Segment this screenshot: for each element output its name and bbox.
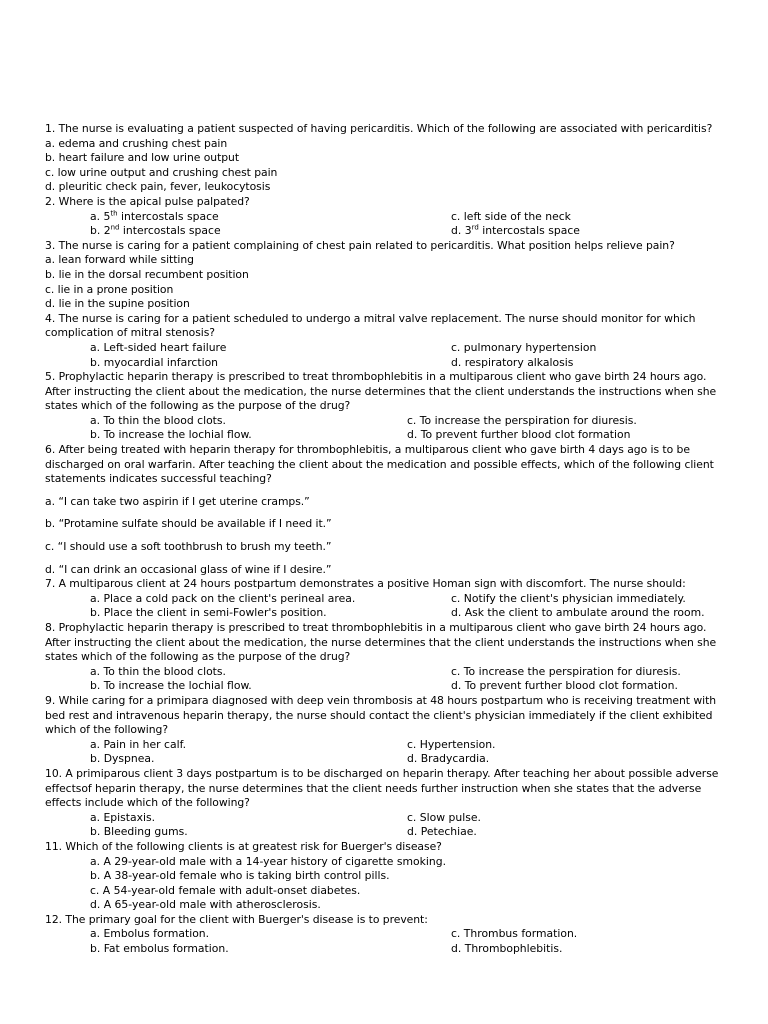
- question-9-stem: 9. While caring for a primipara diagnosed with deep vein thrombosis at 48 hours postpartum who is receiving treatment with bed rest and intravenous heparin therapy, the nurse should contact the client's physician immediately if the client exhibited which of the following?: [45, 693, 717, 737]
- question-2-options-row-1: [45, 210, 725, 225]
- question-8-option-c: c. To increase the perspiration for diuresis.: [451, 664, 681, 678]
- question-5-option-c: c. To increase the perspiration for diuresis.: [407, 413, 637, 427]
- question-9-options-row-1: [45, 738, 725, 753]
- ordinal-suffix: rd: [471, 223, 479, 232]
- question-1-option-a: a. edema and crushing chest pain: [45, 136, 228, 150]
- question-10-stem: 10. A primiparous client 3 days postpartum is to be discharged on heparin therapy. After teaching her about possible adverse effectsof heparin therapy, the nurse determines that the client needs further instruction when she states that the adverse effects include which of the following?: [45, 766, 719, 810]
- question-5-option-b: b. To increase the lochial flow.: [90, 428, 252, 442]
- question-2-stem: 2. Where is the apical pulse palpated?: [45, 194, 250, 208]
- question-6-option-d: d. “I can drink an occasional glass of wine if I desire.”: [45, 562, 332, 576]
- question-12-options-row-1: [45, 927, 725, 942]
- question-3-stem: 3. The nurse is caring for a patient complaining of chest pain related to pericarditis. What position helps relieve pain?: [45, 238, 675, 252]
- question-5-options-row-1: [45, 414, 725, 429]
- question-4-option-d: d. respiratory alkalosis: [451, 355, 574, 369]
- question-9-option-c: c. Hypertension.: [407, 737, 496, 751]
- question-4-option-a: a. Left-sided heart failure: [90, 340, 227, 354]
- question-6-option-c: c. “I should use a soft toothbrush to brush my teeth.”: [45, 540, 332, 554]
- question-2-options-row-2: [45, 224, 725, 239]
- question-12-option-c: c. Thrombus formation.: [451, 927, 578, 941]
- question-12-stem: 12. The primary goal for the client with Buerger's disease is to prevent:: [45, 912, 428, 926]
- question-4-options-row-2: [45, 356, 725, 371]
- option-a-text-end: intercostals space: [117, 209, 219, 223]
- question-11-option-c: c. A 54-year-old female with adult-onset diabetes.: [90, 883, 361, 897]
- question-11-option-d: d. A 65-year-old male with atherosclerosis.: [90, 898, 321, 912]
- question-8-option-a: a. To thin the blood clots.: [90, 664, 226, 678]
- question-3-option-b: b. lie in the dorsal recumbent position: [45, 267, 249, 281]
- question-6-option-b: b. “Protamine sulfate should be available if I need it.”: [45, 517, 332, 531]
- question-11-stem: 11. Which of the following clients is at greatest risk for Buerger's disease?: [45, 839, 442, 853]
- question-3-option-d: d. lie in the supine position: [45, 297, 190, 311]
- question-1-stem: 1. The nurse is evaluating a patient suspected of having pericarditis. Which of the following are associated with pericarditis?: [45, 122, 713, 135]
- question-10-options-row-2: [45, 825, 725, 840]
- question-4-stem: 4. The nurse is caring for a patient scheduled to undergo a mitral valve replacement. The nurse should monitor for which complication of mitral stenosis?: [45, 311, 696, 340]
- question-11-option-b-row: [45, 869, 725, 884]
- option-d-text: d. 3: [451, 224, 472, 238]
- question-10-option-d: d. Petechiae.: [407, 825, 477, 839]
- question-12-option-d: d. Thrombophlebitis.: [451, 942, 563, 956]
- question-3-option-c: c. lie in a prone position: [45, 282, 174, 296]
- question-9-options-row-2: [45, 752, 725, 767]
- option-a-text: a. 5: [90, 209, 111, 223]
- question-11-option-a: a. A 29-year-old male with a 14-year history of cigarette smoking.: [90, 854, 447, 868]
- quiz-document: [45, 122, 725, 957]
- question-4-options-row-1: [45, 341, 725, 356]
- question-8-options-row-1: [45, 665, 725, 680]
- question-9-option-b: b. Dyspnea.: [90, 752, 155, 766]
- question-11-option-a-row: [45, 855, 725, 870]
- question-7-stem: 7. A multiparous client at 24 hours postpartum demonstrates a positive Homan sign with discomfort. The nurse should:: [45, 577, 686, 591]
- question-5-options-row-2: [45, 428, 725, 443]
- question-10-option-c: c. Slow pulse.: [407, 810, 481, 824]
- question-2-option-c: c. left side of the neck: [451, 209, 571, 223]
- question-6-option-a: a. “I can take two aspirin if I get uterine cramps.”: [45, 494, 310, 508]
- question-7-options-row-1: [45, 592, 725, 607]
- question-10-option-a: a. Epistaxis.: [90, 810, 156, 824]
- question-12-option-a: a. Embolus formation.: [90, 927, 210, 941]
- ordinal-suffix: nd: [110, 223, 120, 232]
- question-7-option-d: d. Ask the client to ambulate around the room.: [451, 606, 705, 620]
- question-11-option-c-row: [45, 884, 725, 899]
- question-1-option-b: b. heart failure and low urine output: [45, 151, 240, 165]
- question-4-option-b: b. myocardial infarction: [90, 355, 219, 369]
- question-8-stem: 8. Prophylactic heparin therapy is prescribed to treat thrombophlebitis in a multiparous client who gave birth 24 hours ago. After instructing the client about the medication, the nurse determines that the client understands the instructions when she states which of the following as the purpose of the drug?: [45, 621, 717, 664]
- question-10-option-b: b. Bleeding gums.: [90, 825, 188, 839]
- question-11-option-d-row: [45, 898, 725, 913]
- question-8-option-d: d. To prevent further blood clot formation.: [451, 679, 678, 693]
- question-9-option-a: a. Pain in her calf.: [90, 737, 187, 751]
- question-5-stem: 5. Prophylactic heparin therapy is prescribed to treat thrombophlebitis in a multiparous client who gave birth 24 hours ago. After instructing the client about the medication, the nurse determines that the client understands the instructions when she states which of the following as the purpose of the drug?: [45, 370, 717, 413]
- option-d-text-end: intercostals space: [478, 224, 580, 238]
- question-5-option-d: d. To prevent further blood clot formation: [407, 428, 631, 442]
- question-5-option-a: a. To thin the blood clots.: [90, 413, 226, 427]
- question-7-options-row-2: [45, 606, 725, 621]
- option-b-text-end: intercostals space: [119, 224, 221, 238]
- question-2-option-a: [45, 210, 451, 225]
- question-8-option-b: b. To increase the lochial flow.: [90, 679, 252, 693]
- question-4-option-c: c. pulmonary hypertension: [451, 340, 597, 354]
- question-7-option-b: b. Place the client in semi-Fowler's position.: [90, 606, 327, 620]
- question-12-option-b: b. Fat embolus formation.: [90, 942, 229, 956]
- ordinal-suffix: th: [110, 208, 118, 217]
- question-1-option-d: d. pleuritic check pain, fever, leukocytosis: [45, 180, 271, 194]
- question-7-option-a: a. Place a cold pack on the client's perineal area.: [90, 591, 356, 605]
- question-11-option-b: b. A 38-year-old female who is taking birth control pills.: [90, 869, 390, 883]
- question-3-option-a: a. lean forward while sitting: [45, 253, 194, 267]
- question-10-options-row-1: [45, 811, 725, 826]
- question-2-option-d: [451, 224, 580, 239]
- question-7-option-c: c. Notify the client's physician immediately.: [451, 591, 686, 605]
- option-b-text: b. 2: [90, 224, 111, 238]
- question-12-options-row-2: [45, 942, 725, 957]
- question-1-option-c: c. low urine output and crushing chest pain: [45, 165, 278, 179]
- question-9-option-d: d. Bradycardia.: [407, 752, 490, 766]
- question-2-option-b: [45, 224, 451, 239]
- question-6-stem: 6. After being treated with heparin therapy for thrombophlebitis, a multiparous client who gave birth 4 days ago is to be discharged on oral warfarin. After teaching the client about the medication and possible effects, which of the following client statements indicates successful teaching?: [45, 443, 714, 486]
- question-8-options-row-2: [45, 679, 725, 694]
